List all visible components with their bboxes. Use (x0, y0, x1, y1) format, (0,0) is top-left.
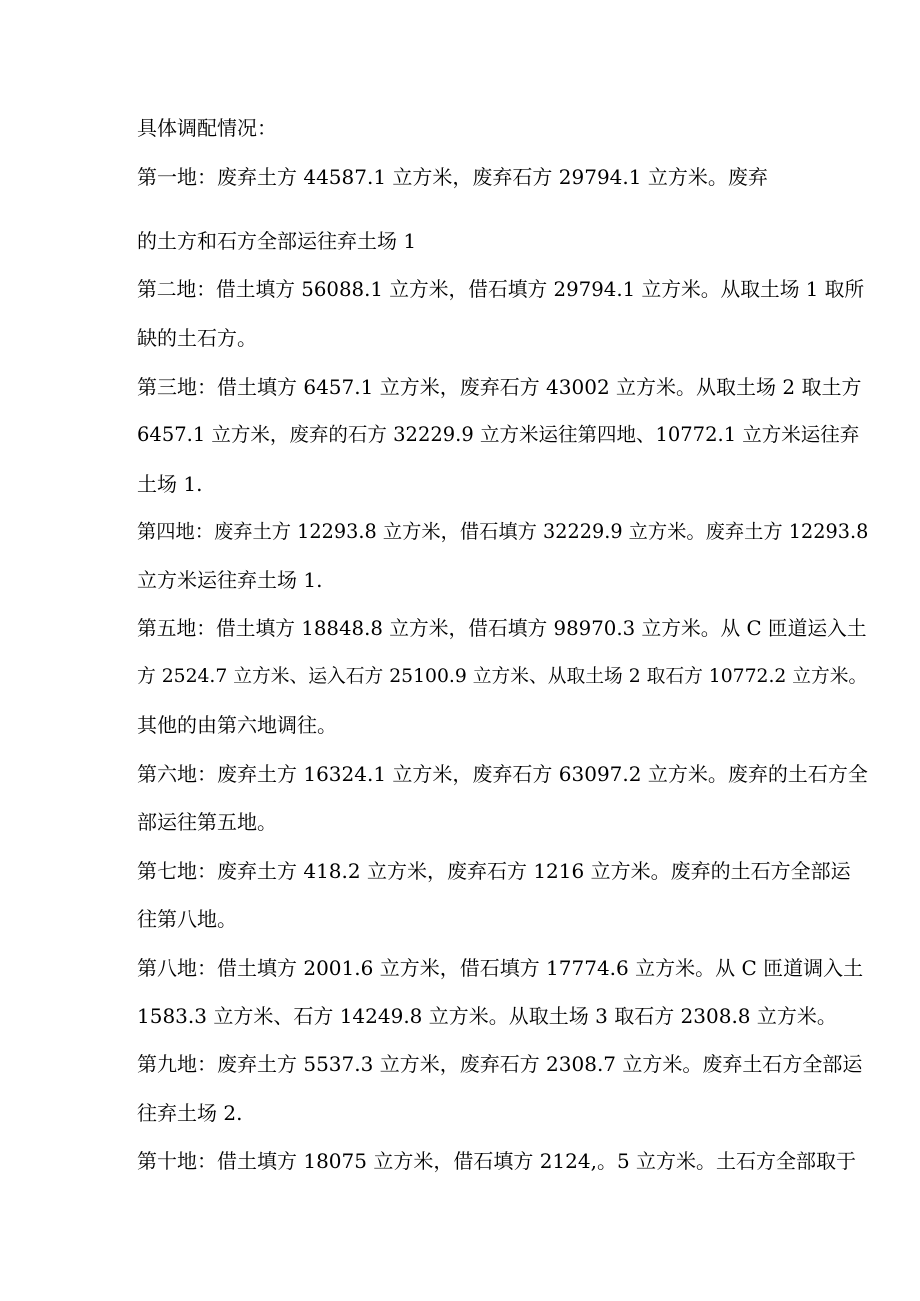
paragraph-line: 的土方和石方全部运往弃土场 1 (137, 229, 417, 253)
paragraph-line: 方 2524.7 立方米、运入石方 25100.9 立方米、从取土场 2 取石方 10772.2 立方米。 (137, 666, 868, 687)
paragraph-line: 第四地：废弃土方 12293.8 立方米，借石填方 32229.9 立方米。废弃土方 12293.8 (137, 520, 869, 543)
paragraph-line: 第二地：借土填方 56088.1 立方米，借石填方 29794.1 立方米。从取土场 1 取所 (137, 278, 865, 301)
paragraph-line: 立方米运往弃土场 1. (137, 568, 323, 592)
paragraph-line: 往第八地。 (137, 907, 237, 931)
paragraph-line: 第三地：借土填方 6457.1 立方米，废弃石方 43002 立方米。从取土场 2 取土方 (137, 375, 862, 399)
paragraph-line: 部运往第五地。 (137, 810, 277, 834)
paragraph-line: 往弃土场 2. (137, 1101, 243, 1125)
paragraph-line: 土场 1. (137, 472, 203, 496)
paragraph-line: 第五地：借土填方 18848.8 立方米，借石填方 98970.3 立方米。从 C 匝道运入土 (137, 617, 867, 640)
paragraph-line: 第一地：废弃土方 44587.1 立方米，废弃石方 29794.1 立方米。废弃 (137, 165, 768, 189)
paragraph-line: 第七地：废弃土方 418.2 立方米，废弃石方 1216 立方米。废弃的土石方全部运 (137, 859, 851, 883)
paragraph-line: 第十地：借土填方 18075 立方米，借石填方 2124,。5 立方米。土石方全部取于 (137, 1149, 857, 1173)
paragraph-line: 1583.3 立方米、石方 14249.8 立方米。从取土场 3 取石方 2308.8 立方米。 (137, 1004, 837, 1028)
paragraph-line: 第六地：废弃土方 16324.1 立方米，废弃石方 63097.2 立方米。废弃的土石方全 (137, 762, 868, 786)
paragraph-line: 第九地：废弃土方 5537.3 立方米，废弃石方 2308.7 立方米。废弃土石方全部运 (137, 1052, 863, 1076)
paragraph-line: 6457.1 立方米，废弃的石方 32229.9 立方米运往第四地、10772.1 立方米运往弃 (137, 423, 860, 446)
paragraph-line: 第八地：借土填方 2001.6 立方米，借石填方 17774.6 立方米。从 C 匝道调入土 (137, 956, 864, 980)
paragraph-line: 缺的土石方。 (137, 326, 257, 350)
paragraph-line: 其他的由第六地调往。 (137, 713, 337, 737)
document-heading: 具体调配情况： (137, 116, 277, 140)
